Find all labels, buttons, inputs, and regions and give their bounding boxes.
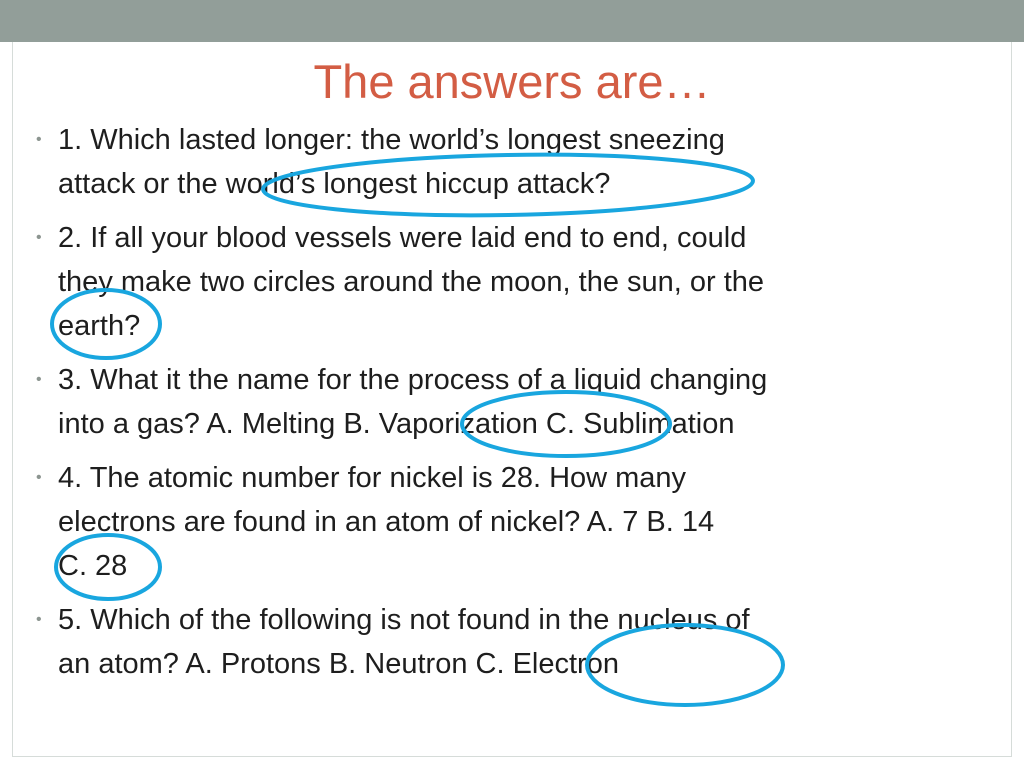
question-item-3: [30, 358, 767, 446]
question-4-line-1: 4. The atomic number for nickel is 28. How many: [58, 462, 687, 494]
question-5-line-1: 5. Which of the following is not found in the nucleus of: [58, 604, 750, 636]
question-item-5: [30, 598, 767, 686]
question-4-line-3: C. 28: [58, 550, 128, 582]
question-5-line-2: an atom? A. Protons B. Neutron C. Electron: [58, 648, 619, 680]
bullet-icon: •: [36, 229, 42, 246]
question-1-line-1: 1. Which lasted longer: the world’s longest sneezing: [58, 124, 725, 156]
question-item-2: [30, 216, 767, 348]
question-3-line-1: 3. What it the name for the process of a liquid changing: [58, 364, 768, 396]
question-list: [30, 118, 767, 696]
question-2-line-2: they make two circles around the moon, the sun, or the: [58, 266, 765, 298]
question-3-line-2: into a gas? A. Melting B. Vaporization C. Sublimation: [58, 408, 735, 440]
slide-title: The answers are…: [313, 55, 711, 108]
question-4-line-2: electrons are found in an atom of nickel? A. 7 B. 14: [58, 506, 715, 538]
question-2-line-1: 2. If all your blood vessels were laid end to end, could: [58, 222, 747, 254]
frame-left-border: [12, 42, 13, 756]
question-item-1: [30, 118, 767, 206]
question-2-line-3: earth?: [58, 310, 141, 342]
bullet-icon: •: [36, 371, 42, 388]
top-color-band: [0, 0, 1024, 42]
question-1-line-2: attack or the world’s longest hiccup attack?: [58, 168, 611, 200]
bullet-icon: •: [36, 611, 42, 628]
question-item-4: [30, 456, 767, 588]
frame-bottom-border: [12, 756, 1012, 757]
bullet-icon: •: [36, 131, 42, 148]
bullet-icon: •: [36, 469, 42, 486]
frame-right-border: [1011, 42, 1012, 756]
